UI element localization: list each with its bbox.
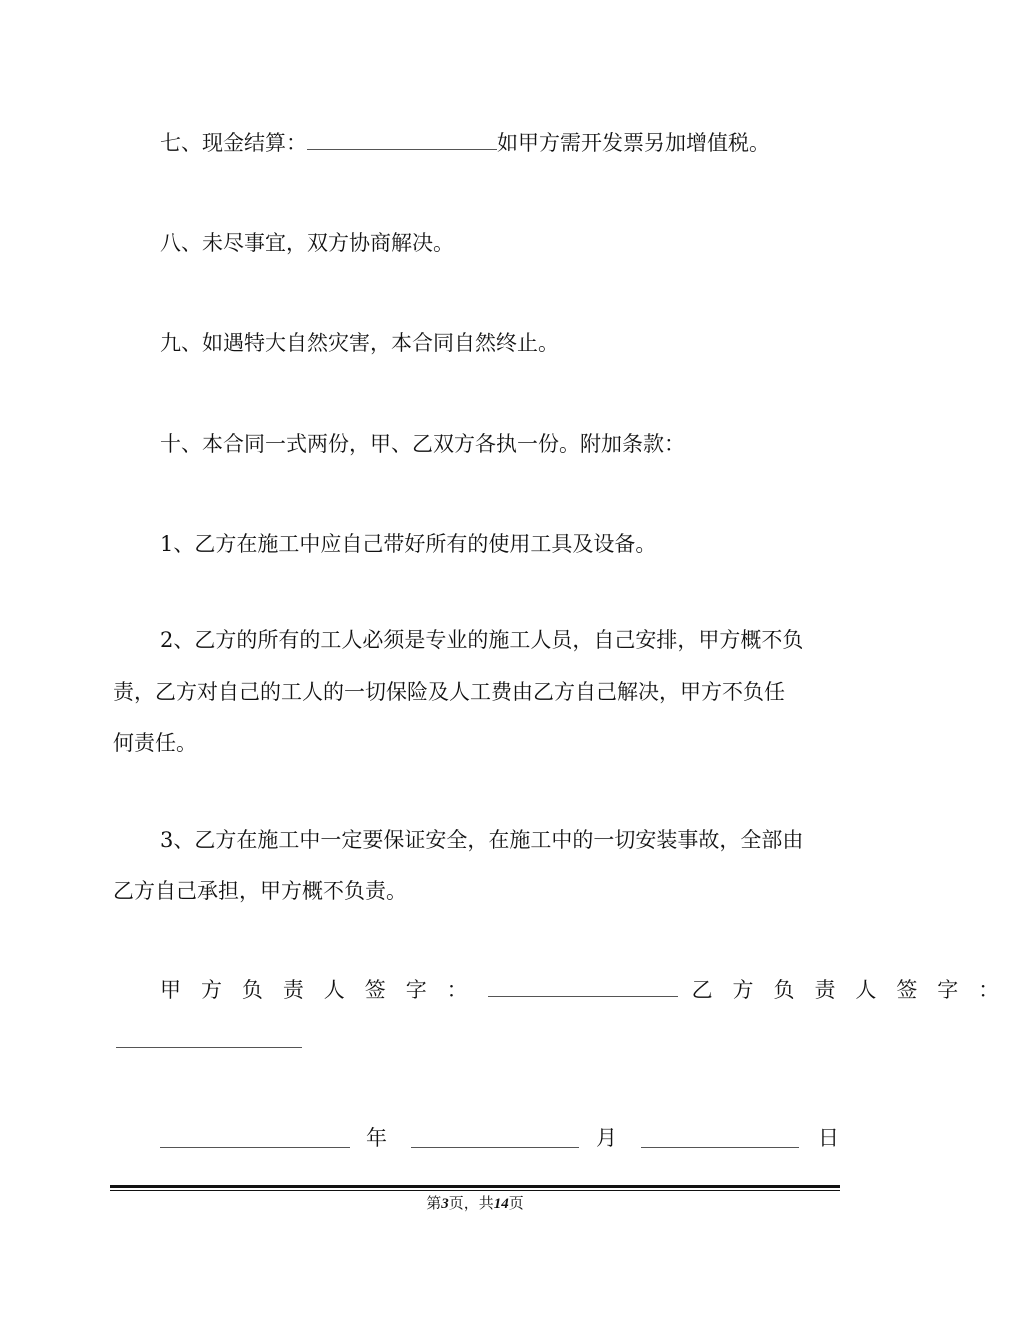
cash-settlement-blank[interactable] [307,130,497,150]
total-pages-number: 14 [493,1196,509,1212]
current-page-number: 3 [441,1196,449,1212]
additional-clause-3-line-1: 3、乙方在施工中一定要保证安全，在施工中的一切安装事故，全部由 [160,828,804,852]
clause-8: 八、未尽事宜，双方协商解决。 [160,231,454,255]
footer-prefix: 第 [426,1194,442,1212]
clause-7-label: 七、现金结算： [160,131,307,155]
party-b-signature-label: 乙方负责人签字： [691,978,1019,1002]
clause-9: 九、如遇特大自然灾害，本合同自然终止。 [160,331,559,355]
footer-suffix: 页 [508,1194,524,1212]
month-field[interactable] [411,1128,579,1148]
year-field[interactable] [160,1128,350,1148]
clause-7 [160,129,770,157]
party-a-signature-field[interactable] [488,977,678,997]
signature-row [160,976,1019,1004]
additional-clause-2-line-3: 何责任。 [113,731,197,755]
footer-middle: 页，共 [448,1194,494,1212]
year-label: 年 [366,1126,387,1150]
clause-10: 十、本合同一式两份，甲、乙双方各执一份。附加条款： [160,432,685,456]
additional-clause-2-line-1: 2、乙方的所有的工人必须是专业的施工人员，自己安排，甲方概不负 [160,628,804,652]
party-a-signature-label: 甲方负责人签字： [160,978,488,1002]
footer-rule-thick [110,1185,840,1188]
additional-clause-1: 1、乙方在施工中应自己带好所有的使用工具及设备。 [160,532,657,556]
month-label: 月 [596,1126,617,1150]
additional-clause-2-line-2: 责，乙方对自己的工人的一切保险及人工费由乙方自己解决，甲方不负任 [113,680,785,704]
additional-clause-3-line-2: 乙方自己承担，甲方概不负责。 [113,879,407,903]
clause-7-text: 如甲方需开发票另加增值税。 [497,131,770,155]
footer-rule-thin [110,1190,840,1191]
page-footer [0,1193,950,1214]
day-field[interactable] [641,1128,799,1148]
party-b-signature-field[interactable] [116,1028,302,1048]
day-label: 日 [818,1126,839,1150]
